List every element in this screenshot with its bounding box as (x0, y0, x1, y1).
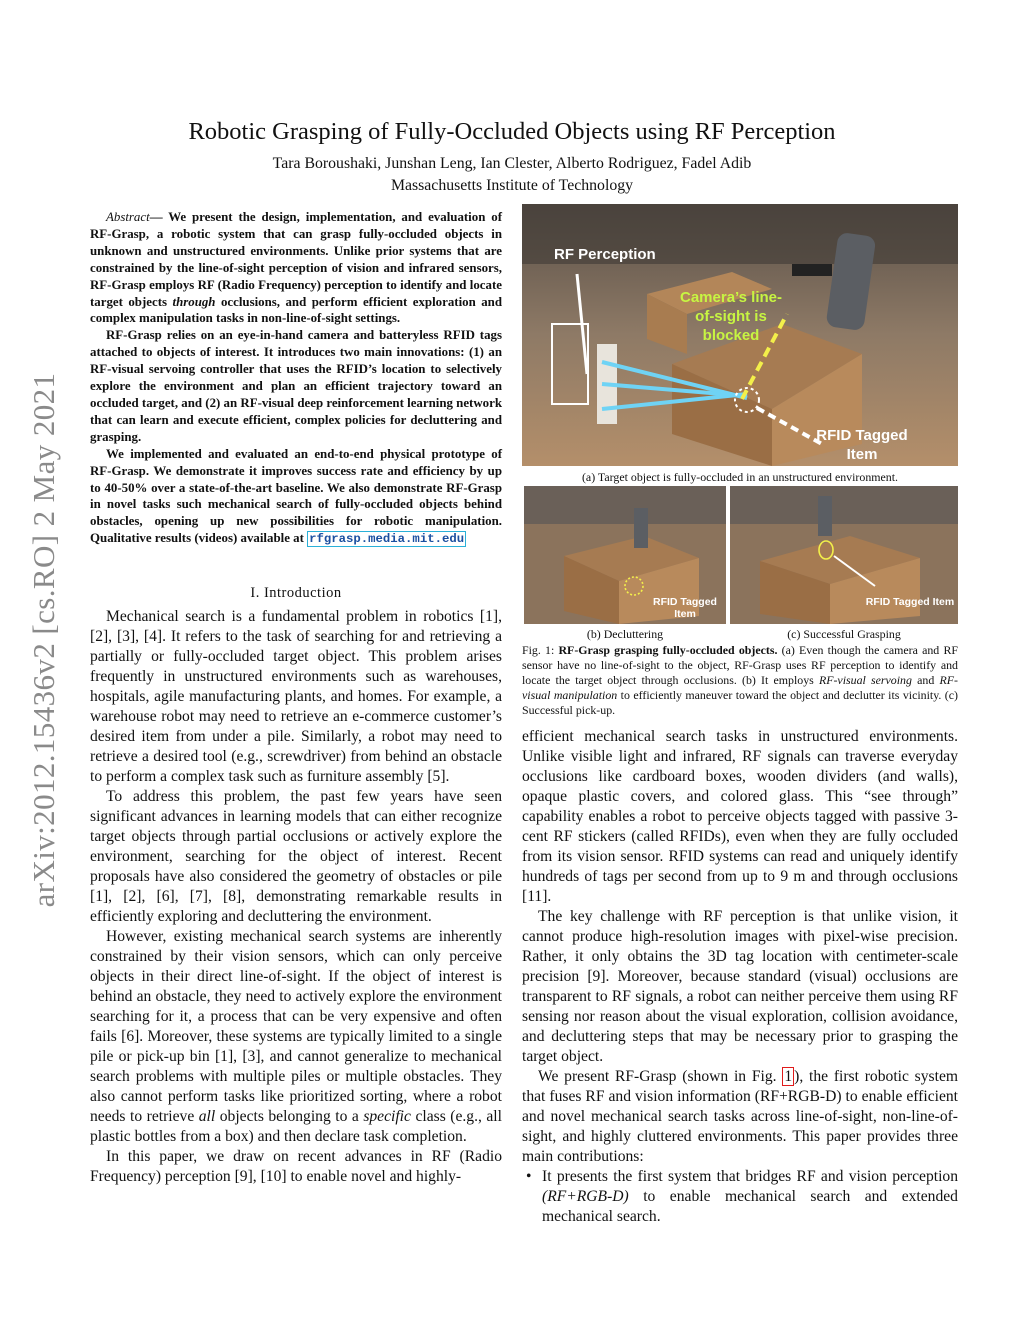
body-paragraph: efficient mechanical search tasks in unstructured environments. Unlike visible light and infrared, RF signals can traverse everyday occlusions like cardboard boxes, wooden dividers (and walls), opaque plastic covers, and colored glass. This “see through” capability enables a robot to perceive objects tagged with passive 3-cent RF stickers (called RFIDs), even when they are fully occluded from its vision sensor. RFID systems can read and uniquely identify hundreds of tags per second from up to 9 m and through occlusions [11]. (522, 728, 958, 905)
body-paragraph: The key challenge with RF perception is that unlike vision, it cannot produce high-resolution images with pixel-wise precision. Rather, it only obtains the 3D tag location with centimeter-scale precision [9]. Moreover, because standard (visual) occlusions are transparent to RF signals, a robot can neither perceive them using RF sensing nor reason about the visual exploration, collision avoidance, and decluttering steps that may be necessary prior to grasping the target object. (522, 908, 958, 1065)
arxiv-stamp: arXiv:2012.15436v2 [cs.RO] 2 May 2021 (26, 372, 61, 908)
section-heading: I. Introduction (250, 585, 342, 601)
abstract-paragraph: RF-Grasp relies on an eye-in-hand camera and batteryless RFID tags attached to objects of interest. It introduces two main innovations: (1) an RF-visual servoing controller that uses the RFID’s location to selectively explore the environment and plan an efficient trajectory toward an occluded target, and (2) an RF-visual deep reinforcement learning network that can learn and execute efficient, complex policies for decluttering and grasping. (90, 328, 502, 444)
intro-paragraph: To address this problem, the past few years have seen significant advances in learning models that can either recognize target objects through partial occlusions or actively explore the environment, searching for the object of interest. Recent proposals have also considered the geometry of obstacles or pile [1], [2], [6], [7], [8], demonstrating remarkable results in efficiently exploring and decluttering the environment. (90, 788, 502, 925)
affiliation: Massachusetts Institute of Technology (390, 177, 634, 194)
rf-perception-label: RF Perception (554, 246, 656, 263)
paper-title: Robotic Grasping of Fully-Occluded Objects using RF Perception (188, 118, 836, 145)
intro-paragraph: In this paper, we draw on recent advances in RF (Radio Frequency) perception [9], [10] to enable novel and highly- (90, 1148, 502, 1185)
intro-text: Mechanical search is a fundamental problem in robotics [1], [2], [3], [4]. It refers to the task of searching for and retrieving a partially or fully-occluded target object. This problem arises frequently in unstructured environments such as warehouses, hospitals, agile manufacturing plants, and homes. For example, a warehouse robot may need to retrieve an e-commerce customer’s desired item from under a pile. Similarly, a robot may need to retrieve a desired tool (e.g., screwdriver) from behind an obstacle to perform a complex task such as furniture assembly [5]. To address this problem, the past few years have seen significant advances in learning models that can either recognize target objects through partial occlusions or actively explore the environment, searching for the object of interest. Recent proposals have also considered the geometry of obstacles or pile [1], [2], [6], [7], [8], demonstrating remarkable results in efficiently exploring and decluttering the environment. However, existing mechanical search systems are inherently constrained by their vision sensors, which can only perceive objects in their direct line-of-sight. If the object of interest is behind an obstacle, they need to actively explore the environment searching for it, a process that can be very expensive and often fails [6]. Moreover, these systems are typically limited to a single pile or pick-up bin [1], [3], and cannot generalize to mechanical search problems with multiple piles or multiple obstacles. They also cannot perform tasks like prioritized sorting, where a robot needs to retrieve all objects belonging to a specific class (e.g., all plastic bottles from a box) and then declare task completion. In this paper, we draw on recent advances in RF (Radio Frequency) perception [9], [10] to enable novel and highly- (90, 608, 502, 1185)
list-item: • It presents the first system that bridges RF and vision perception (RF+RGB-D) to enable mechanical search and extended mechanical search. (522, 1167, 958, 1227)
author-list: Tara Boroushaki, Junshan Leng, Ian Clester, Alberto Rodriguez, Fadel Adib (272, 155, 752, 172)
camera-blocked-label: Camera’s line-of-sight is blocked (680, 289, 782, 344)
figure-main-photo (522, 204, 958, 466)
caption-c: (c) Successful Grasping (787, 627, 901, 641)
rfid-item-label: RFID Tagged Item (816, 427, 908, 463)
rfid-item-label-c: RFID Tagged Item (865, 596, 955, 608)
right-column-text: efficient mechanical search tasks in unstructured environments. Unlike visible light and infrared, RF signals can traverse everyday occlusions like cardboard boxes, wooden dividers (and walls), opaque plastic covers, and colored glass. This “see through” capability enables a robot to perceive objects tagged with passive 3-cent RF stickers (called RFIDs), even when they are fully occluded from its vision sensor. RFID systems can read and uniquely identify hundreds of tags per second from up to 9 m and through occlusions [11]. The key challenge with RF perception is that unlike vision, it cannot produce high-resolution images with pixel-wise precision. Rather, it only obtains the 3D tag location with centimeter-scale precision [9]. Moreover, because standard (visual) occlusions are transparent to RF signals, a robot can neither perceive them using RF sensing nor reason about the visual exploration, collision avoidance, and decluttering steps that may be necessary prior to grasping the target object. We present RF-Grasp (shown in Fig. 1 ), the first robotic system that fuses RF and vision information (RF+RGB-D) to enable efficient and novel mechanical search tasks across line-of-sight, non-line-of-sight, and highly cluttered environments. This paper provides three main contributions: • It presents the first system that bridges RF and vision perception (RF+RGB-D) to enable mechanical search and extended mechanical search. (522, 727, 958, 1227)
figure-b-photo (524, 486, 726, 624)
project-link[interactable]: rfgrasp.media.mit.edu (309, 532, 465, 547)
figure-caption: Fig. 1: RF-Grasp grasping fully-occluded objects. (a) Even though the camera and RF sensor have no line-of-sight to the object, RF-Grasp uses RF perception to identify and locate the target object through occlusions. (b) It employs RF-visual servoing and RF-visual manipulation to efficiently maneuver toward the object and declutter its vicinity. (c) Successful pick-up. (522, 643, 958, 717)
rfid-item-label-b: RFID Tagged Item (653, 596, 717, 620)
abstract-label: Abstract (106, 210, 150, 224)
caption-a: (a) Target object is fully-occluded in an unstructured environment. (581, 470, 899, 484)
caption-b: (b) Decluttering (586, 627, 664, 641)
contribution-list (522, 1167, 958, 1227)
figure-reference-link[interactable]: 1 (784, 1068, 793, 1085)
figure-c-photo (730, 486, 958, 624)
abstract: Abstract— We present the design, implementation, and evaluation of RF-Grasp, a robotic system that can grasp fully-occluded objects in unknown and unstructured environments. Unlike prior systems that are constrained by the line-of-sight perception of vision and infrared sensors, RF-Grasp employs RF (Radio Frequency) perception to identify and locate target objects through occlusions, and perform efficient exploration and complex manipulation tasks in non-line-of-sight settings. RF-Grasp relies on an eye-in-hand camera and batteryless RFID tags attached to objects of interest. It introduces two main innovations: (1) an RF-visual servoing controller that uses the RFID’s location to selectively explore the environment and plan an efficient trajectory toward an occluded target, and (2) an RF-visual deep reinforcement learning network that can learn and execute efficient, complex policies for decluttering and grasping. We implemented and evaluated an end-to-end physical prototype of RF-Grasp. We demonstrate it improves success rate and efficiency by up to 40-50% over a state-of-the-art baseline. We also demonstrate RF-Grasp in novel tasks such mechanical search of fully-occluded objects behind obstacles, opening up new possibilities for robotic manipulation. Qualitative results (videos) available at rfgrasp.media.mit.edu (90, 210, 502, 547)
intro-paragraph: Mechanical search is a fundamental problem in robotics [1], [2], [3], [4]. It refers to the task of searching for and retrieving a partially or fully-occluded target object. This problem arises frequently in unstructured environments such as warehouses, hospitals, agile manufacturing plants, and homes. For example, a warehouse robot may need to retrieve an e-commerce customer’s desired item from under a pile. Similarly, a robot may need to retrieve a desired tool (e.g., screwdriver) from behind an obstacle to perform a complex task such as furniture assembly [5]. (90, 608, 502, 785)
